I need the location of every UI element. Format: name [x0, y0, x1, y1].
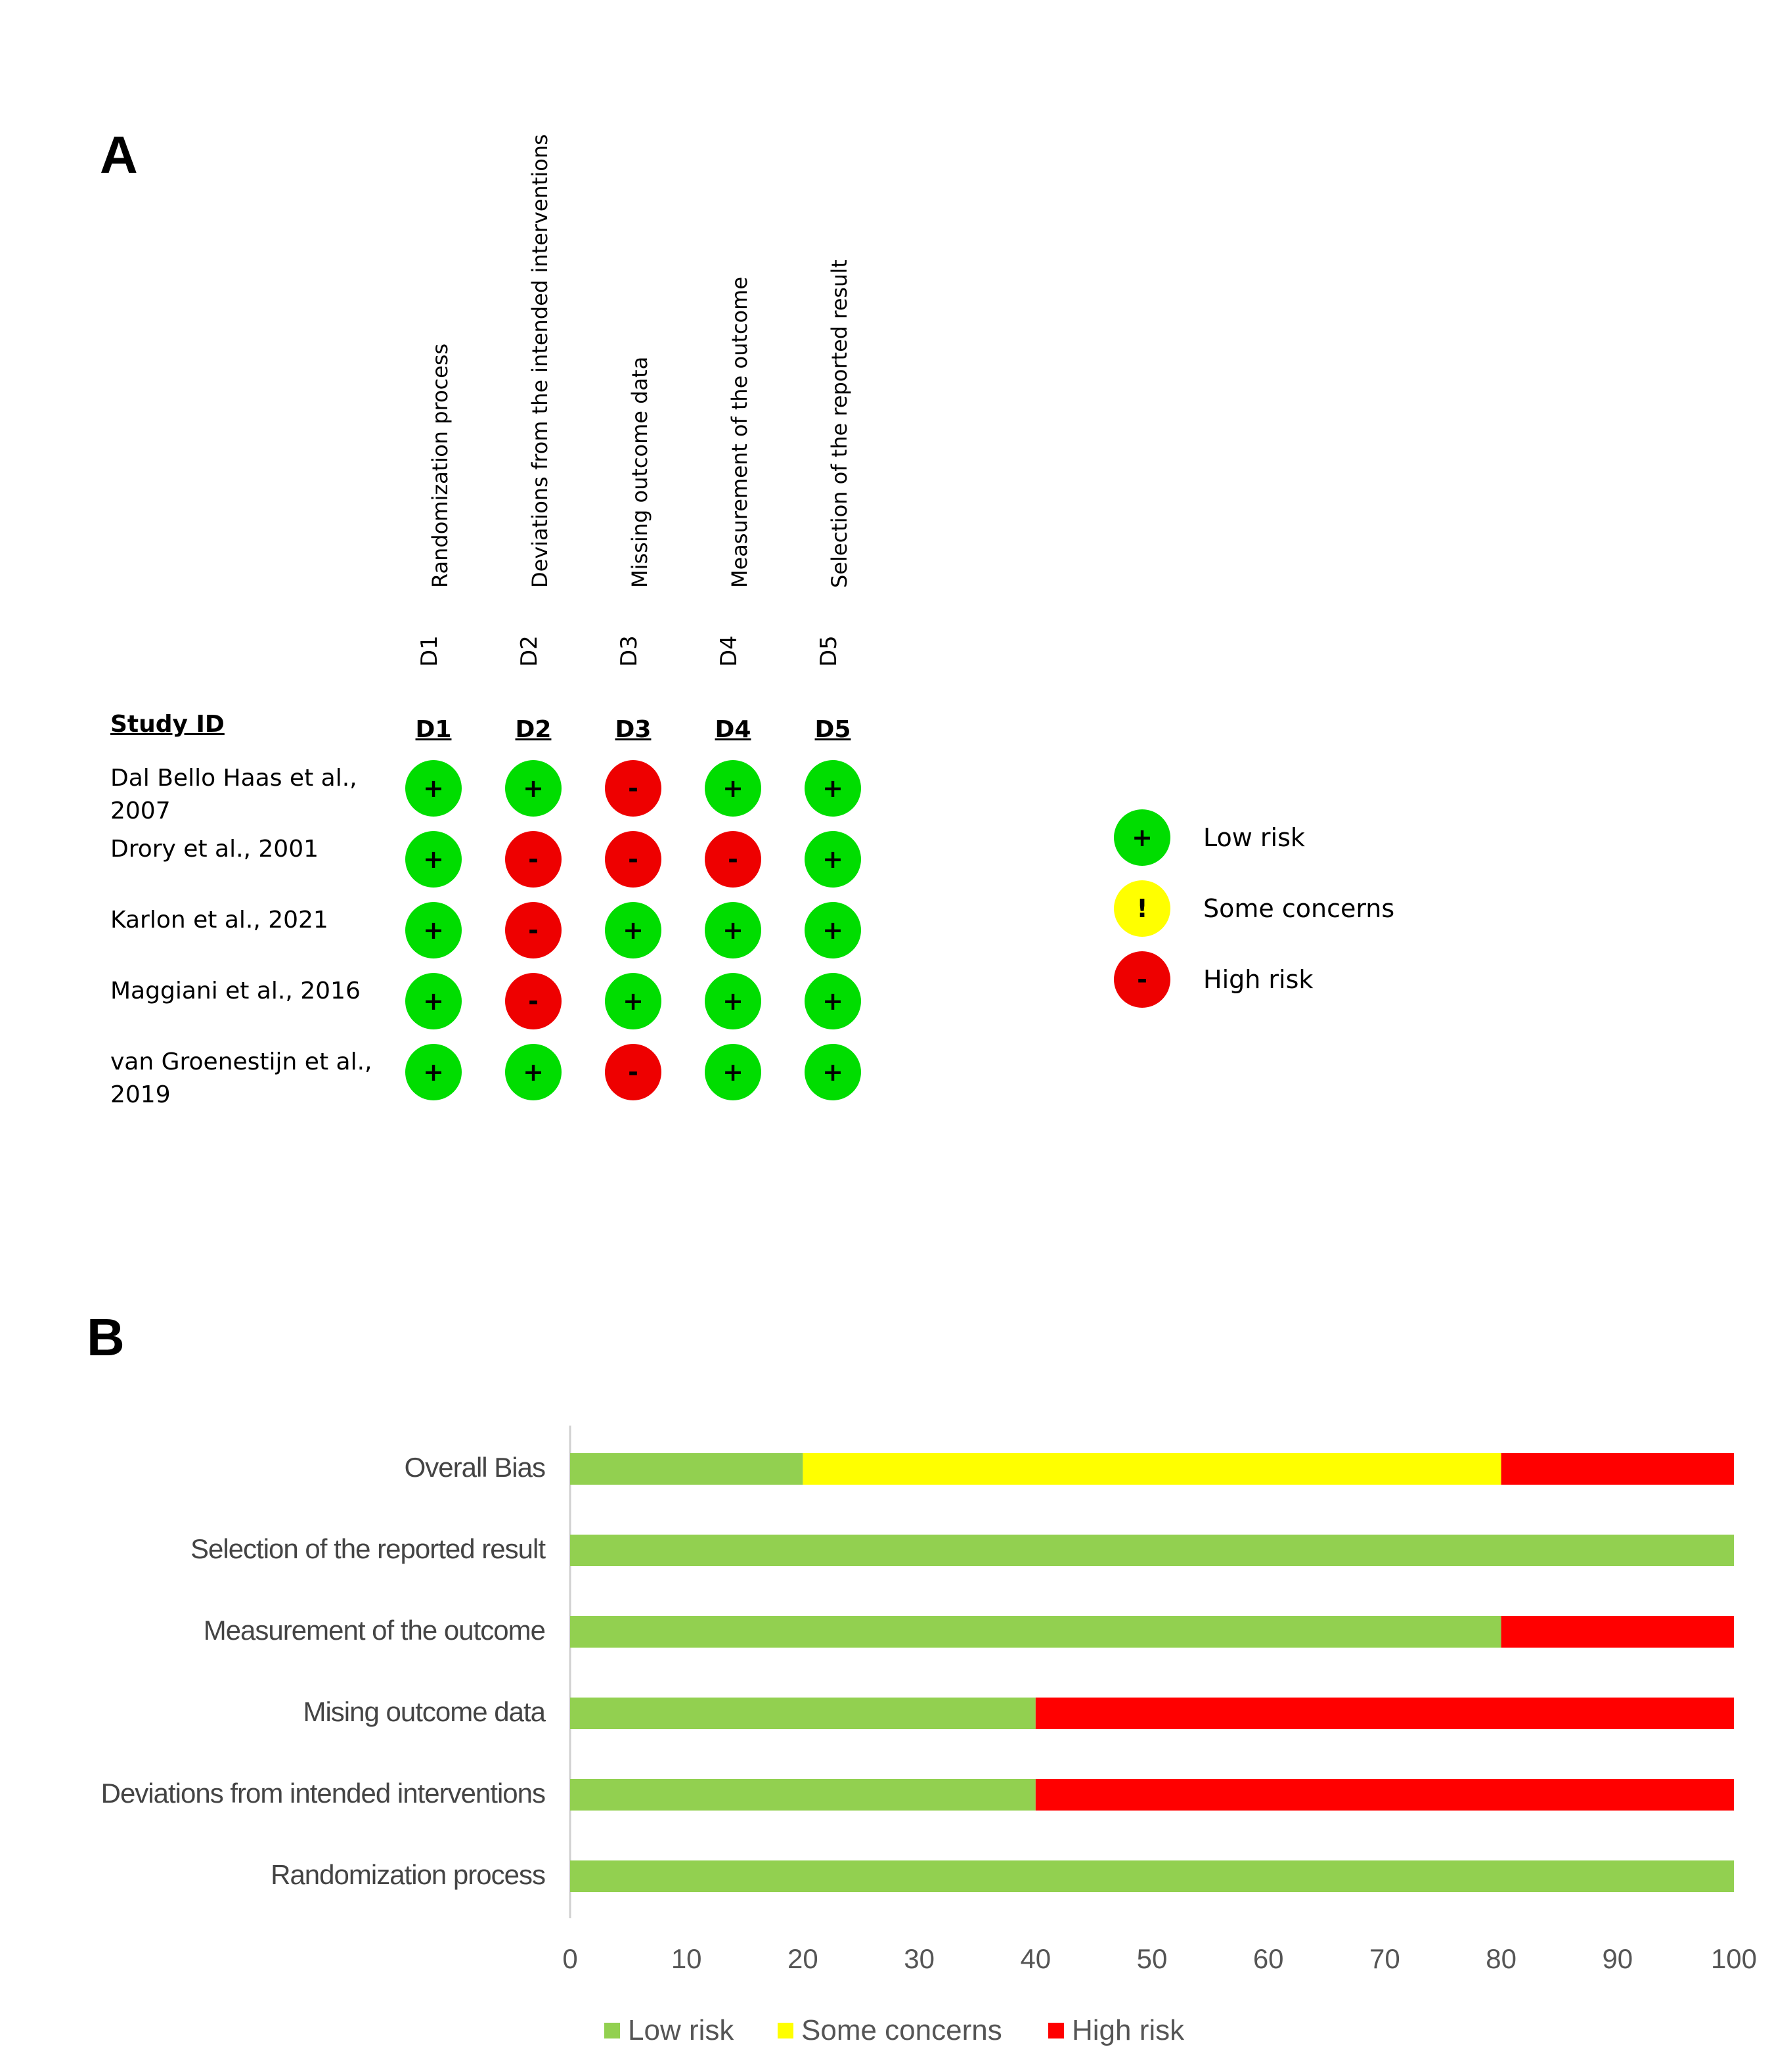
- x-tick-label: 100: [1710, 1943, 1758, 1974]
- risk-dot-low: +: [505, 760, 562, 817]
- bar-legend-label: High risk: [1072, 2014, 1185, 2046]
- bar-category-label: Mising outcome data: [303, 1696, 545, 1727]
- bar-category-label: Deviations from intended interventions: [100, 1778, 545, 1809]
- legend-dot-some: !: [1114, 880, 1170, 937]
- bar-legend-label: Some concerns: [801, 2014, 1002, 2046]
- bar-segment-low-risk: [570, 1860, 1734, 1892]
- bar-segment-high-risk: [1501, 1616, 1734, 1648]
- bar-segment-low-risk: [570, 1453, 803, 1485]
- bar-legend-item: [604, 2014, 734, 2047]
- bar-segment-low-risk: [570, 1698, 1036, 1729]
- risk-dot-low: +: [605, 902, 661, 958]
- domain-header-2: D2: [515, 716, 552, 743]
- risk-dot-low: +: [405, 973, 462, 1029]
- bar-legend-swatch: [1048, 2023, 1064, 2038]
- x-tick-label: 70: [1369, 1943, 1400, 1974]
- domain-code-5: D5: [816, 635, 842, 667]
- risk-dot-high: -: [505, 831, 562, 888]
- x-tick-label: 10: [671, 1943, 702, 1974]
- bar-category-label: Overall Bias: [404, 1452, 545, 1483]
- domain-title-3: Missing outcome data: [627, 356, 652, 588]
- domain-title-1: Randomization process: [428, 343, 453, 588]
- bar-legend-swatch: [778, 2023, 793, 2038]
- bar-legend-swatch: [604, 2023, 620, 2038]
- bar-segment-low-risk: [570, 1535, 1734, 1566]
- risk-dot-low: +: [805, 831, 861, 888]
- x-tick-label: 0: [562, 1943, 578, 1974]
- x-tick-label: 20: [787, 1943, 818, 1974]
- risk-dot-low: +: [805, 973, 861, 1029]
- legend-dot-low: +: [1114, 809, 1170, 866]
- bar-legend-item: [1048, 2014, 1184, 2047]
- domain-header-4: D4: [715, 716, 751, 743]
- panel-a-label: A: [100, 125, 138, 184]
- risk-dot-low: +: [705, 760, 761, 817]
- x-tick-label: 40: [1020, 1943, 1052, 1974]
- x-tick-label: 90: [1602, 1943, 1633, 1974]
- risk-dot-low: +: [505, 1044, 562, 1100]
- bar-category-label: Randomization process: [271, 1859, 545, 1890]
- domain-code-3: D3: [616, 635, 642, 667]
- bar-legend-item: [778, 2014, 1002, 2047]
- x-tick-label: 30: [904, 1943, 935, 1974]
- risk-dot-low: +: [705, 1044, 761, 1100]
- domain-code-1: D1: [416, 635, 443, 667]
- study-name: Dal Bello Haas et al., 2007: [110, 765, 357, 824]
- domain-code-4: D4: [716, 635, 742, 667]
- risk-dot-low: +: [605, 973, 661, 1029]
- x-tick-label: 80: [1486, 1943, 1517, 1974]
- risk-dot-high: -: [705, 831, 761, 888]
- legend-dot-high: -: [1114, 951, 1170, 1008]
- bar-segment-low-risk: [570, 1616, 1501, 1648]
- risk-dot-low: +: [705, 902, 761, 958]
- risk-dot-low: +: [805, 902, 861, 958]
- risk-dot-low: +: [405, 760, 462, 817]
- domain-title-4: Measurement of the outcome: [727, 277, 752, 588]
- study-name: Maggiani et al., 2016: [110, 978, 361, 1004]
- study-name: Karlon et al., 2021: [110, 907, 328, 934]
- risk-dot-low: +: [805, 760, 861, 817]
- domain-code-2: D2: [516, 635, 543, 667]
- bar-category-label: Selection of the reported result: [190, 1533, 545, 1564]
- domain-header-5: D5: [814, 716, 851, 743]
- x-tick-label: 60: [1252, 1943, 1284, 1974]
- risk-dot-low: +: [705, 973, 761, 1029]
- study-id-header: Study ID: [110, 711, 225, 738]
- risk-dot-high: -: [605, 1044, 661, 1100]
- bar-category-label: Measurement of the outcome: [203, 1615, 545, 1646]
- bar-legend-label: Low risk: [628, 2014, 734, 2046]
- panel-b-label: B: [87, 1308, 125, 1366]
- risk-dot-low: +: [405, 1044, 462, 1100]
- bar-segment-low-risk: [570, 1779, 1036, 1811]
- risk-dot-low: +: [805, 1044, 861, 1100]
- bar-segment-high-risk: [1036, 1698, 1734, 1729]
- bar-segment-high-risk: [1501, 1453, 1734, 1485]
- bar-segment-some-concerns: [803, 1453, 1501, 1485]
- risk-dot-high: -: [505, 973, 562, 1029]
- legend-label: Some concerns: [1203, 894, 1395, 923]
- risk-dot-high: -: [605, 760, 661, 817]
- domain-header-1: D1: [415, 716, 452, 743]
- domain-title-2: Deviations from the intended interventions: [527, 134, 552, 588]
- risk-dot-low: +: [405, 902, 462, 958]
- risk-dot-high: -: [505, 902, 562, 958]
- domain-title-5: Selection of the reported result: [827, 259, 852, 588]
- bar-segment-high-risk: [1036, 1779, 1734, 1811]
- study-name: van Groenestijn et al., 2019: [110, 1048, 372, 1108]
- legend-label: Low risk: [1203, 823, 1305, 852]
- domain-header-3: D3: [615, 716, 652, 743]
- x-tick-label: 50: [1136, 1943, 1168, 1974]
- legend-label: High risk: [1203, 965, 1314, 994]
- risk-dot-high: -: [605, 831, 661, 888]
- risk-dot-low: +: [405, 831, 462, 888]
- study-name: Drory et al., 2001: [110, 836, 319, 863]
